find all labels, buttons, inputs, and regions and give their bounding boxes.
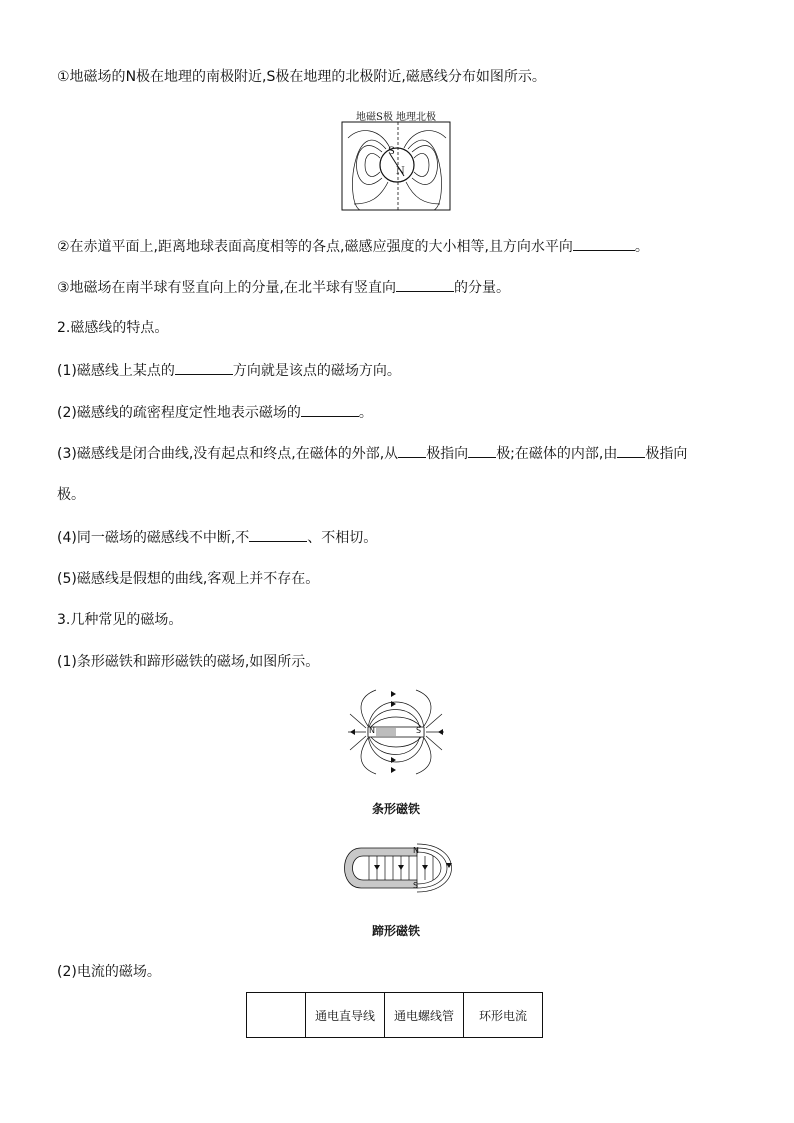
common-fields-item-1: (1)条形磁铁和蹄形磁铁的磁场,如图所示。 <box>57 654 320 670</box>
table-header-straight-wire: 通电直导线 <box>306 993 385 1038</box>
bar-magnet-s-label: S <box>416 726 422 735</box>
answer-blank <box>175 360 233 375</box>
answer-blank <box>396 277 454 292</box>
field-line-property-2: (2)磁感线的疏密程度定性地表示磁场的 。 <box>57 402 373 423</box>
field-line-property-3: (3)磁感线是闭合曲线,没有起点和终点,在磁体的外部,从 极指向 极;在磁体的内部,由 极指向 <box>57 443 687 464</box>
bar-magnet-figure <box>346 688 446 776</box>
answer-blank <box>468 443 496 458</box>
table-header-ring-current: 环形电流 <box>464 993 543 1038</box>
bar-magnet-caption: 条形磁铁 <box>371 802 420 816</box>
answer-blank <box>573 236 635 251</box>
section-2-title: 2.磁感线的特点。 <box>57 320 169 336</box>
bar-magnet-n-label: N <box>369 726 375 735</box>
earth-field-statement-1: ①地磁场的N极在地理的南极附近,S极在地理的北极附近,磁感线分布如图所示。 <box>57 69 546 85</box>
horseshoe-magnet-caption: 蹄形磁铁 <box>371 924 420 938</box>
horseshoe-s-label: S <box>413 881 419 890</box>
field-line-property-3-cont: 极。 <box>57 487 85 503</box>
earth-field-statement-2: ②在赤道平面上,距离地球表面高度相等的各点,磁感应强度的大小相等,且方向水平向 。 <box>57 236 649 257</box>
common-fields-item-2: (2)电流的磁场。 <box>57 964 161 980</box>
earth-pole-s-label: S <box>388 146 395 157</box>
earth-figure-label: 地磁S极 地理北极 <box>355 112 437 123</box>
earth-field-svg <box>340 108 452 212</box>
answer-blank <box>249 527 307 542</box>
earth-magnetic-field-figure <box>340 108 452 212</box>
table-header-empty <box>247 993 306 1038</box>
earth-pole-n-label: N <box>396 166 405 177</box>
earth-field-statement-3: ③地磁场在南半球有竖直向上的分量,在北半球有竖直向 的分量。 <box>57 277 510 298</box>
answer-blank <box>617 443 645 458</box>
current-field-table <box>246 992 543 1038</box>
bar-magnet-svg <box>346 688 446 776</box>
horseshoe-n-label: N <box>413 846 419 855</box>
table-header-solenoid: 通电螺线管 <box>385 993 464 1038</box>
table-header-row <box>247 993 543 1038</box>
answer-blank <box>301 402 359 417</box>
field-line-property-1: (1)磁感线上某点的 方向就是该点的磁场方向。 <box>57 360 401 381</box>
field-line-property-4: (4)同一磁场的磁感线不中断,不 、不相切。 <box>57 527 377 548</box>
horseshoe-magnet-figure <box>337 840 457 896</box>
horseshoe-magnet-svg <box>337 840 457 896</box>
answer-blank <box>398 443 426 458</box>
section-3-title: 3.几种常见的磁场。 <box>57 612 183 628</box>
field-line-property-5: (5)磁感线是假想的曲线,客观上并不存在。 <box>57 571 320 587</box>
